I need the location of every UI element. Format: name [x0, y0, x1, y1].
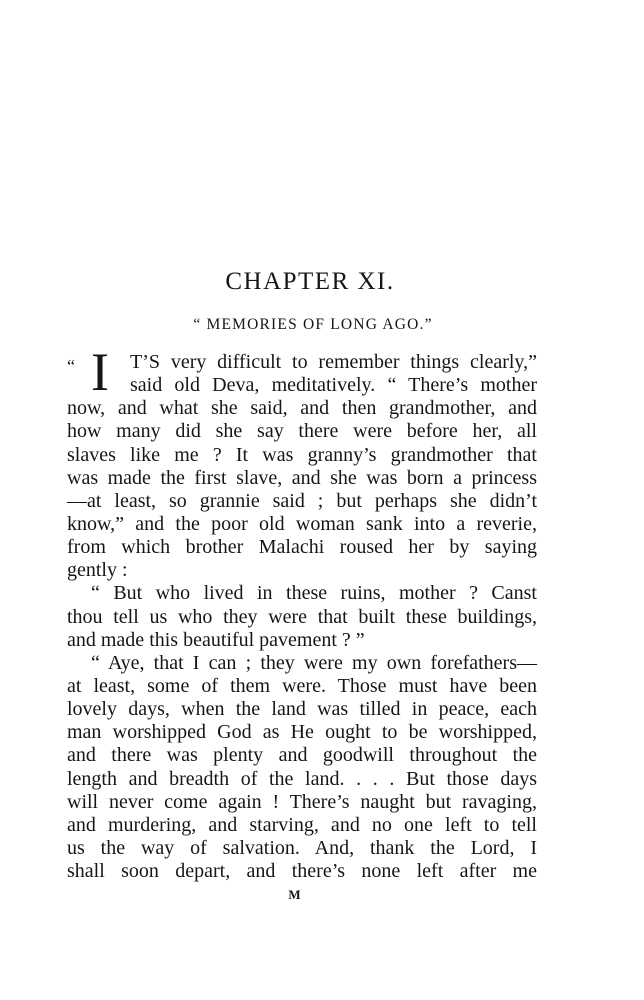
text-line: and made this beautiful pavement ? ”	[67, 628, 365, 651]
text-line: “ Aye, that I can ; they were my own forefathers—	[91, 651, 537, 674]
text-line: man worshipped God as He ought to be worshipped,	[67, 721, 537, 744]
text-line: length and breadth of the land. . . . But those days	[67, 767, 537, 790]
text-line: was made the first slave, and she was born a princess	[67, 466, 537, 489]
text-line: how many did she say there were before her, all	[67, 420, 537, 443]
text-line: and murdering, and starving, and no one left to tell	[67, 813, 537, 836]
text-line: T’S very difficult to remember things clearly,”	[130, 351, 537, 373]
drop-cap: I	[91, 342, 109, 402]
text-line: slaves like me ? It was granny’s grandmother that	[67, 443, 537, 466]
paragraph-1	[67, 342, 537, 582]
signature-mark: M	[288, 887, 302, 902]
text-line: know,” and the poor old woman sank into a reverie,	[67, 512, 537, 535]
text-line: us the way of salvation. And, thank the Lord, I	[67, 836, 537, 859]
text-line: lovely days, when the land was tilled in peace, each	[67, 698, 537, 721]
paragraph-3	[67, 652, 537, 883]
text-line: —at least, so grannie said ; but perhaps she didn’t	[67, 489, 537, 512]
text-line: from which brother Malachi roused her by saying	[67, 536, 537, 559]
chapter-subtitle: “ MEMORIES OF LONG AGO.”	[193, 316, 433, 333]
text-line: shall soon depart, and there’s none left after me	[67, 860, 537, 883]
text-line: at least, some of them were. Those must have been	[67, 674, 537, 697]
text-line: “ But who lived in these ruins, mother ? Canst	[91, 582, 537, 605]
body-text	[67, 342, 537, 883]
text-line: will never come again ! There’s naught but ravaging,	[67, 790, 537, 813]
paragraph-2	[67, 582, 537, 651]
text-line: gently :	[67, 559, 128, 582]
text-line: said old Deva, meditatively. “ There’s mother	[130, 374, 537, 397]
text-line: thou tell us who they were that built these buildings,	[67, 605, 537, 628]
chapter-title: CHAPTER XI.	[225, 268, 395, 295]
text-line: now, and what she said, and then grandmother, and	[67, 397, 537, 420]
text-line: and there was plenty and goodwill throughout the	[67, 744, 537, 767]
opening-quote: “	[67, 356, 75, 376]
